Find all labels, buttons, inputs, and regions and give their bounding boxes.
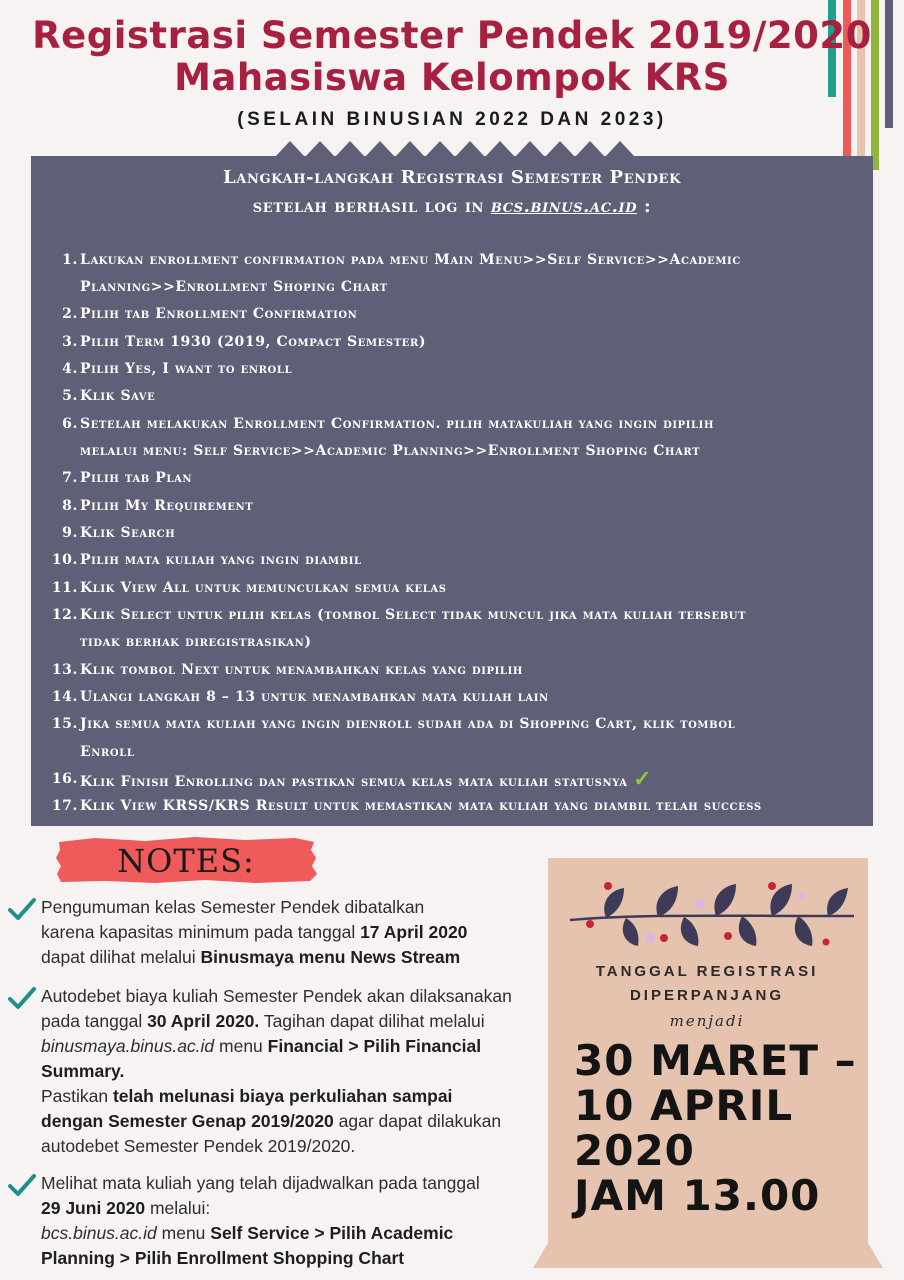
step-text: Klik View All untuk memunculkan semua kelas xyxy=(80,580,447,596)
note-2-line xyxy=(41,1011,485,1032)
note-text: melalui: xyxy=(145,1198,211,1218)
bcs-link[interactable]: bcs.binus.ac.id xyxy=(41,1223,157,1243)
step-number: 13. xyxy=(51,662,78,678)
note-text: pada tanggal xyxy=(41,1011,148,1031)
note-menu: Self Service > Pilih Academic xyxy=(210,1223,454,1243)
date-range-line: 2020 xyxy=(574,1126,695,1175)
step-number: 11. xyxy=(51,580,78,596)
note-menu: Planning > Pilih Enrollment Shopping Chart xyxy=(41,1248,405,1268)
step-number: 6. xyxy=(62,416,78,432)
step-text: Klik Save xyxy=(80,388,156,404)
note-2-line xyxy=(41,1111,501,1132)
note-text: Pastikan xyxy=(41,1086,113,1106)
note-1-line xyxy=(41,947,460,968)
note-2-line xyxy=(41,1061,124,1082)
step-text: Pilih My Requirement xyxy=(80,498,254,514)
page-title-line-1: Registrasi Semester Pendek 2019/2020 xyxy=(32,14,872,57)
step-text: Klik Select untuk pilih kelas (tombol Select tidak muncul jika mata kuliah tersebut xyxy=(80,607,747,623)
note-2-line: Autodebet biaya kuliah Semester Pendek akan dilaksanakan xyxy=(41,986,512,1006)
note-3-line xyxy=(41,1223,453,1244)
step-text: Setelah melakukan Enrollment Confirmation. pilih matakuliah yang ingin dipilih xyxy=(80,416,715,432)
page-subtitle: (SELAIN BINUSIAN 2022 DAN 2023) xyxy=(237,109,667,130)
note-menu: Summary. xyxy=(41,1061,125,1081)
date-card-label: DIPERPANJANG xyxy=(629,987,785,1004)
note-1-line: Pengumuman kelas Semester Pendek dibatalkan xyxy=(41,897,425,917)
note-2-line xyxy=(41,1036,481,1057)
step-number: 2. xyxy=(62,306,78,322)
date-range-line: 30 MARET – xyxy=(574,1036,857,1085)
check-icon xyxy=(7,985,37,1011)
date-card-connector: menjadi xyxy=(669,1012,745,1030)
note-emphasis: telah melunasi biaya perkuliahan sampai xyxy=(112,1086,453,1106)
step-text: Klik Search xyxy=(80,525,176,541)
note-text: menu xyxy=(214,1036,268,1056)
check-icon: ✓ xyxy=(633,766,653,792)
step-text: tidak berhak diregistrasikan) xyxy=(80,634,312,650)
date-range-line: 10 APRIL xyxy=(574,1081,794,1130)
step-number: 3. xyxy=(62,334,78,350)
check-icon xyxy=(7,1172,37,1198)
step-text: Pilih tab Plan xyxy=(80,470,193,486)
date-card-label: TANGGAL REGISTRASI xyxy=(595,963,819,980)
step-number: 1. xyxy=(62,252,78,268)
floral-branch-icon xyxy=(566,876,858,952)
page-title-line-2: Mahasiswa Kelompok KRS xyxy=(174,56,730,99)
note-2-line xyxy=(41,1086,452,1107)
note-3-line xyxy=(41,1248,404,1269)
step-text-16: Klik Finish Enrolling dan pastikan semua kelas mata kuliah statusnya xyxy=(80,774,628,790)
step-number: 7. xyxy=(62,470,78,486)
steps-subheading xyxy=(31,196,873,217)
step-text: Pilih tab Enrollment Confirmation xyxy=(80,306,358,322)
date-time-line: JAM 13.00 xyxy=(574,1171,821,1220)
step-text: Planning>>Enrollment Shoping Chart xyxy=(80,279,388,295)
note-date: 29 Juni 2020 xyxy=(41,1198,146,1218)
step-number: 8. xyxy=(62,498,78,514)
step-number: 16. xyxy=(51,771,78,787)
step-text: Lakukan enrollment confirmation pada menu Main Menu>>Self Service>>Academic xyxy=(80,252,741,268)
step-number: 17. xyxy=(51,798,78,814)
step-text xyxy=(80,766,653,792)
step-number: 12. xyxy=(51,607,78,623)
panel-zigzag-decoration xyxy=(275,141,635,157)
note-text: menu xyxy=(156,1223,211,1243)
step-number: 10. xyxy=(51,552,78,568)
step-text: Enroll xyxy=(80,744,135,760)
note-emphasis: dengan Semester Genap 2019/2020 xyxy=(41,1111,334,1131)
note-menu: Financial > Pilih Financial xyxy=(267,1036,482,1056)
step-text: Klik tombol Next untuk menambahkan kelas yang dipilih xyxy=(80,662,523,678)
step-text: Ulangi langkah 8 – 13 untuk menambahkan mata kuliah lain xyxy=(80,689,549,705)
note-menu: Binusmaya menu News Stream xyxy=(200,947,461,967)
bcs-link[interactable]: bcs.binus.ac.id xyxy=(490,196,638,217)
step-number: 5. xyxy=(62,388,78,404)
note-3-line: Melihat mata kuliah yang telah dijadwalkan pada tanggal xyxy=(41,1173,480,1193)
note-2-line: autodebet Semester Pendek 2019/2020. xyxy=(41,1136,356,1156)
step-number: 14. xyxy=(51,689,78,705)
note-date: 30 April 2020. xyxy=(147,1011,260,1031)
check-icon xyxy=(7,896,37,922)
step-text: Jika semua mata kuliah yang ingin dienroll sudah ada di Shopping Cart, klik tombol xyxy=(80,716,736,732)
step-text: Klik View KRSS/KRS Result untuk memastikan mata kuliah yang diambil telah success xyxy=(80,798,762,814)
notes-label: NOTES: xyxy=(117,842,255,880)
step-text: Pilih Yes, I want to enroll xyxy=(80,361,293,377)
note-3-line xyxy=(41,1198,210,1219)
note-text: Tagihan dapat dilihat melalui xyxy=(259,1011,485,1031)
binusmaya-link[interactable]: binusmaya.binus.ac.id xyxy=(41,1036,215,1056)
step-text: Pilih mata kuliah yang ingin diambil xyxy=(80,552,362,568)
note-text: dapat dilihat melalui xyxy=(41,947,201,967)
steps-subheading-prefix: setelah berhasil log in xyxy=(252,196,484,217)
note-date: 17 April 2020 xyxy=(360,922,468,942)
step-text: Pilih Term 1930 (2019, Compact Semester) xyxy=(80,334,427,350)
steps-subheading-suffix: : xyxy=(637,196,652,217)
step-text: melalui menu: Self Service>>Academic Planning>>Enrollment Shoping Chart xyxy=(80,443,701,459)
note-1-line xyxy=(41,922,467,943)
note-text: agar dapat dilakukan xyxy=(333,1111,502,1131)
note-text: karena kapasitas minimum pada tanggal xyxy=(41,922,361,942)
step-number: 9. xyxy=(62,525,78,541)
step-number: 15. xyxy=(51,716,78,732)
step-number: 4. xyxy=(62,361,78,377)
steps-heading: Langkah-langkah Registrasi Semester Pendek xyxy=(223,167,681,188)
